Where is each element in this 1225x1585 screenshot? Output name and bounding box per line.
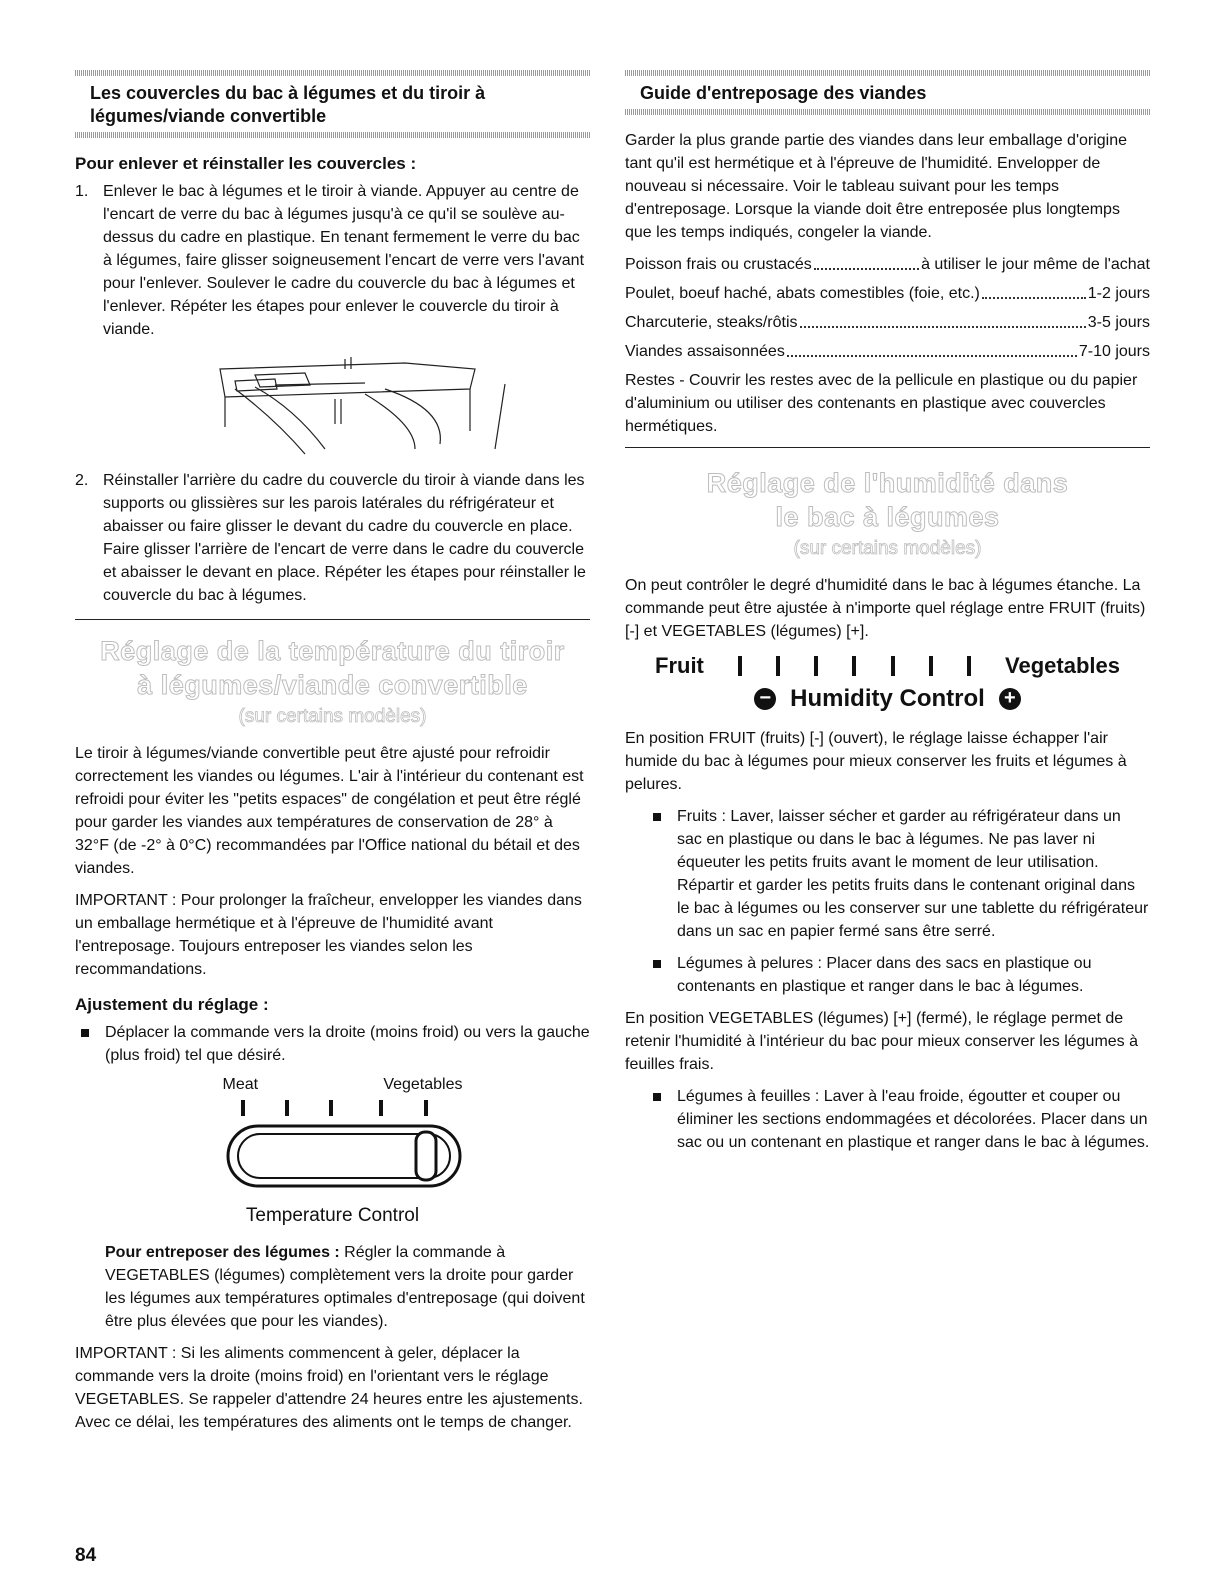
step-text: Réinstaller l'arrière du cadre du couvercle du tiroir à viande dans les supports ou glissières sur les parois latérales du réfrigérateur et abaisser ou faire glisser le devant du cadre du couvercle en place. Faire glisser l'arrière de l'encart de verre dans le cadre du couvercle et abaisser le devant en place. Répéter les étapes pour réinstaller le couvercle du bac à légumes. — [103, 472, 586, 604]
scale-tick — [891, 656, 895, 676]
meat-label: Meat — [222, 1076, 259, 1093]
guide-paragraph: Garder la plus grande partie des viandes dans leur emballage d'origine tant qu'il est hermétique et à l'épreuve de l'humidité. Envelopper de nouveau si nécessaire. Voir le tableau suivant pour les temps d'entreposage. Lorsque la viande doit être entreposée plus longtemps que les temps indiqués, congeler la viande. — [625, 132, 1128, 241]
list-item — [647, 805, 1150, 943]
temperature-control-label: Temperature Control — [245, 1205, 420, 1226]
veg-storage-bold: Pour entreposer des légumes : — [105, 1244, 340, 1261]
temperature-slider-graphic — [198, 1098, 468, 1198]
step-number: 1. — [75, 183, 89, 200]
temperature-control-diagram — [75, 1076, 590, 1227]
storage-item: Charcuterie, steaks/rôtis — [625, 314, 798, 331]
plus-circle-icon: + — [999, 688, 1021, 710]
bullet-text: Légumes à pelures : Placer dans des sacs en plastique ou contenants en plastique et ranger dans le bac à légumes. — [677, 955, 1092, 995]
storage-time: 3-5 jours — [1087, 314, 1150, 331]
page-number: 84 — [75, 1545, 97, 1566]
crisper-illustration — [215, 349, 515, 459]
vegetables-label: Vegetables — [383, 1076, 463, 1093]
important-paragraph: IMPORTANT : Pour prolonger la fraîcheur, envelopper les viandes dans un emballage hermétique et à l'épreuve de l'humidité avant l'entreposage. Toujours entreposer les viandes selon les recommandations. — [75, 892, 582, 978]
left-column — [75, 70, 590, 1443]
veg-storage-text: Régler la commande à VEGETABLES (légumes) complètement vers la droite pour garder les légumes aux températures optimales d'entreposage (qui doivent être plus élevées que pour les viandes). — [105, 1244, 585, 1330]
storage-row — [625, 340, 1150, 363]
fruit-paragraph: En position FRUIT (fruits) [-] (ouvert), le réglage laisse échapper l'air humide du bac à légumes pour mieux conserver les fruits et légumes à pelures. — [625, 730, 1127, 793]
humidity-paragraph: On peut contrôler le degré d'humidité dans le bac à légumes étanche. La commande peut être ajustée à n'importe quel réglage entre FRUIT (fruits) [-] et VEGETABLES (légumes) [+]. — [625, 577, 1146, 640]
guide-title: Guide d'entreposage des viandes — [640, 83, 927, 103]
temp-paragraph: Le tiroir à légumes/viande convertible peut être ajusté pour refroidir correctement les viandes ou légumes. L'air à l'intérieur du contenant est refroidi pour éviter les "petits espaces" de congélation et peut être réglé pour garder les viandes aux températures de conservation de 28° à 32°F (de -2° à 0°C) recommandées par l'Office national du bétail et des viandes. — [75, 745, 584, 877]
bullet-text: Fruits : Laver, laisser sécher et garder au réfrigérateur dans un sac en plastique ou dans le bac à légumes. Ne pas laver ni équeuter les petits fruits avant le moment de leur utilisation. Répartir et garder les petits fruits dans le contenant original dans le bac à légumes ou les conserver sur une tablette du réfrigérateur dans un sac en papier fermé sans être serré. — [677, 808, 1149, 940]
steps-list-2 — [75, 469, 590, 607]
storage-item: Poulet, boeuf haché, abats comestibles (foie, etc.) — [625, 285, 980, 302]
step-number: 2. — [75, 472, 89, 489]
vegetables-paragraph: En position VEGETABLES (légumes) [+] (fermé), le réglage permet de retenir l'humidité à l'intérieur du bac pour mieux conserver les légumes à feuilles frais. — [625, 1010, 1139, 1073]
dotted-rule — [625, 109, 1150, 115]
dotted-rule — [75, 132, 590, 138]
scale-tick — [776, 656, 780, 676]
adjust-list — [75, 1021, 590, 1067]
humidity-control-label: Humidity Control — [790, 685, 985, 712]
bullet-square-icon — [81, 1029, 89, 1037]
right-column — [625, 70, 1150, 1163]
storage-time: 1-2 jours — [1087, 285, 1150, 302]
bullet-text: Légumes à feuilles : Laver à l'eau froide, égoutter et couper ou éliminer les sections endommagées et décolorées. Placer dans un sac ou un contenant en plastique et ranger dans le bac à légumes. — [677, 1088, 1150, 1151]
storage-row — [625, 311, 1150, 334]
list-item — [647, 952, 1150, 998]
step-item — [75, 180, 590, 341]
storage-row — [625, 282, 1150, 305]
veg-storage-paragraph — [75, 1241, 590, 1333]
scale-tick — [852, 656, 856, 676]
humidity-subtitle: (sur certains modèles) — [793, 538, 982, 559]
adjust-heading: Ajustement du réglage : — [75, 995, 269, 1014]
steps-list — [75, 180, 590, 341]
storage-table — [625, 253, 1150, 363]
list-item — [647, 1085, 1150, 1154]
vegetables-label: Vegetables — [1005, 653, 1120, 678]
scale-tick — [929, 656, 933, 676]
section-title-covers: Les couvercles du bac à légumes et du tiroir à légumes/viande convertible — [90, 83, 486, 126]
step-text: Enlever le bac à légumes et le tiroir à viande. Appuyer au centre de l'encart de verre du bac à légumes jusqu'à ce qu'il se soulève au-dessus du cadre en plastique. En tenant fermement le verre du bac à légumes, faire glisser soigneusement l'encart de verre vers l'avant pour l'enlever. Soulever le cadre du couvercle du bac à légumes et l'enlever. Répéter les étapes pour enlever le couvercle du tiroir à viande. — [103, 183, 585, 338]
storage-time: à utiliser le jour même de l'achat — [921, 256, 1150, 273]
storage-item: Poisson frais ou crustacés — [625, 256, 812, 273]
fruit-label: Fruit — [655, 653, 704, 678]
temp-section-subtitle: (sur certains modèles) — [238, 706, 427, 727]
scale-tick — [738, 656, 742, 676]
humidity-control-diagram — [625, 653, 1150, 713]
list-item — [75, 1021, 590, 1067]
vegetables-list — [625, 1085, 1150, 1154]
important-paragraph-2: IMPORTANT : Si les aliments commencent à geler, déplacer la commande vers la droite (moins froid) en l'orientant vers le réglage VEGETABLES. Se rappeler d'attendre 24 heures entre les ajustements. Avec ce délai, les températures des aliments ont le temps de changer. — [75, 1345, 583, 1431]
temp-section-title: Réglage de la température du tiroir à légumes/viande convertible — [100, 636, 565, 700]
storage-time: 7-10 jours — [1078, 343, 1150, 360]
leftovers-paragraph: Restes - Couvrir les restes avec de la pellicule en plastique ou du papier d'aluminium ou utiliser des contenants en plastique avec couvercles hermétiques. — [625, 372, 1138, 435]
bullet-square-icon — [653, 1093, 661, 1101]
bullet-square-icon — [653, 960, 661, 968]
humidity-title-line2: le bac à légumes — [775, 502, 1000, 532]
bullet-text: Déplacer la commande vers la droite (moins froid) ou vers la gauche (plus froid) tel que désiré. — [105, 1024, 590, 1064]
bullet-square-icon — [653, 813, 661, 821]
step-item — [75, 469, 590, 607]
minus-circle-icon: − — [754, 688, 776, 710]
subhead-remove-covers: Pour enlever et réinstaller les couvercles : — [75, 154, 417, 173]
fruit-list — [625, 805, 1150, 998]
divider — [75, 619, 590, 620]
scale-tick — [967, 656, 971, 676]
storage-item: Viandes assaisonnées — [625, 343, 785, 360]
scale-tick — [814, 656, 818, 676]
humidity-title-line1: Réglage de l'humidité dans — [706, 468, 1069, 498]
storage-row — [625, 253, 1150, 276]
divider — [625, 447, 1150, 448]
humidity-scale — [655, 653, 1120, 679]
humidity-control-label-row — [655, 685, 1120, 713]
